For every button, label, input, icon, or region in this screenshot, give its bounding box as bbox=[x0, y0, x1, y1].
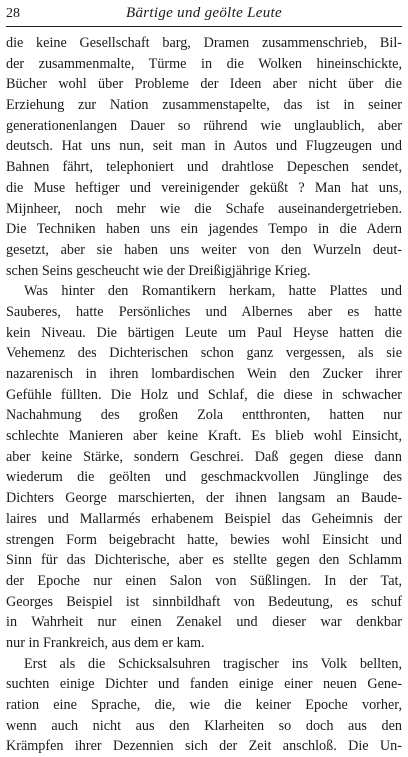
text-line: gesetzt, aber sie haben uns weiter von den Wurzeln deut- bbox=[6, 241, 402, 258]
text-line: Was hinter den Romantikern herkam, hatte Plattes und bbox=[24, 283, 402, 300]
text-line: nur in Frankreich, aus dem er kam. bbox=[6, 634, 205, 651]
text-line: Gefühle füllten. Die Holz und Schlaf, die diese in schwacher bbox=[6, 386, 402, 403]
text-line: Vehemenz des Dichterischen schon ganz vergessen, als sie bbox=[6, 345, 402, 362]
text-line: schen Seins gescheucht wie der Dreißigjährige Krieg. bbox=[6, 262, 311, 279]
running-head bbox=[6, 4, 402, 27]
text-line: Krämpfen ihrer Dezennien sich der Zeit anschloß. Die Un- bbox=[6, 738, 402, 755]
text-line: kein Niveau. Die bärtigen Leute um Paul Heyse hatten die bbox=[6, 324, 402, 341]
text-line: der zusammenmalte, Türme in die Wolken hineinschickte, bbox=[6, 55, 402, 72]
text-line: die Muse heftiger und vereinigender geküßt ? Man hat uns, bbox=[6, 179, 402, 196]
text-line: schlechte Manieren aber keine Kraft. Es blieb wohl Einsicht, bbox=[6, 428, 402, 445]
text-line: Mijnheer, noch mehr wie die Schafe auseinandergetrieben. bbox=[6, 200, 402, 217]
paragraph-2 bbox=[6, 281, 402, 653]
text-line: der Epoche nur einen Salon von Süßlingen. In der Tat, bbox=[6, 572, 402, 589]
page-number: 28 bbox=[6, 6, 20, 21]
text-line: Dichters George marschierten, der ihnen langsam an Baude- bbox=[6, 490, 402, 507]
text-line: Georges Beispiel ist sinnbildhaft von Bedeutung, es schuf bbox=[6, 593, 402, 610]
text-line: generationenlangen Dauer so rührend wie unglaublich, aber bbox=[6, 117, 402, 134]
body-text bbox=[6, 33, 402, 757]
text-line: Die Techniken haben uns ein jagendes Tempo in die Adern bbox=[6, 221, 402, 238]
text-line: suchten einige Dichter und fanden einige einer neuen Gene- bbox=[6, 676, 402, 693]
book-page bbox=[6, 4, 402, 755]
text-line: ration eine Sprache, die, wie die keiner Epoche vorher, bbox=[6, 697, 402, 713]
text-line: wenn auch nicht aus den Klarheiten so doch aus den bbox=[6, 717, 402, 734]
text-line: die keine Gesellschaft barg, Dramen zusammenschrieb, Bil- bbox=[6, 35, 402, 51]
paragraph-3 bbox=[6, 654, 402, 757]
paragraph-1 bbox=[6, 33, 402, 281]
text-line: Bahnen fährt, telephoniert und drahtlose Depeschen sendet, bbox=[6, 159, 402, 176]
running-title: Bärtige und geölte Leute bbox=[126, 5, 282, 21]
text-line: wiederum die geölten und geschmackvollen Jünglinge des bbox=[6, 469, 402, 486]
text-line: Bücher wohl über Probleme der Ideen aber nicht über die bbox=[6, 76, 402, 93]
text-line: in Wahrheit nur einen Zenakel und dieser war denkbar bbox=[6, 614, 402, 631]
text-line: Nachahmung des großen Zola entthronten, hatten nur bbox=[6, 407, 402, 424]
text-line: aber keine Stärke, sondern Geschrei. Daß gegen diese dann bbox=[6, 448, 402, 465]
text-line: deutsch. Hat uns nun, seit man in Autos und Flugzeugen und bbox=[6, 138, 402, 155]
text-line: Sinn für das Dichterische, aber es stellte gegen den Schlamm bbox=[6, 552, 402, 569]
text-line: Sauberes, hatte Persönliches und Albernes aber es hatte bbox=[6, 303, 402, 320]
text-line: Erziehung zur Nation zusammenstapelte, das ist in seiner bbox=[6, 97, 402, 114]
text-line: Erst als die Schicksalsuhren tragischer ins Volk bellten, bbox=[24, 655, 402, 672]
text-line: strengen Form beigebracht hatte, bewies wohl Einsicht und bbox=[6, 531, 402, 548]
text-line: laires und Mallarmés erhabenem Beispiel das Geheimnis der bbox=[6, 510, 402, 527]
text-line: nazarenisch in ihren lombardischen Wein den Zucker ihrer bbox=[6, 366, 402, 382]
